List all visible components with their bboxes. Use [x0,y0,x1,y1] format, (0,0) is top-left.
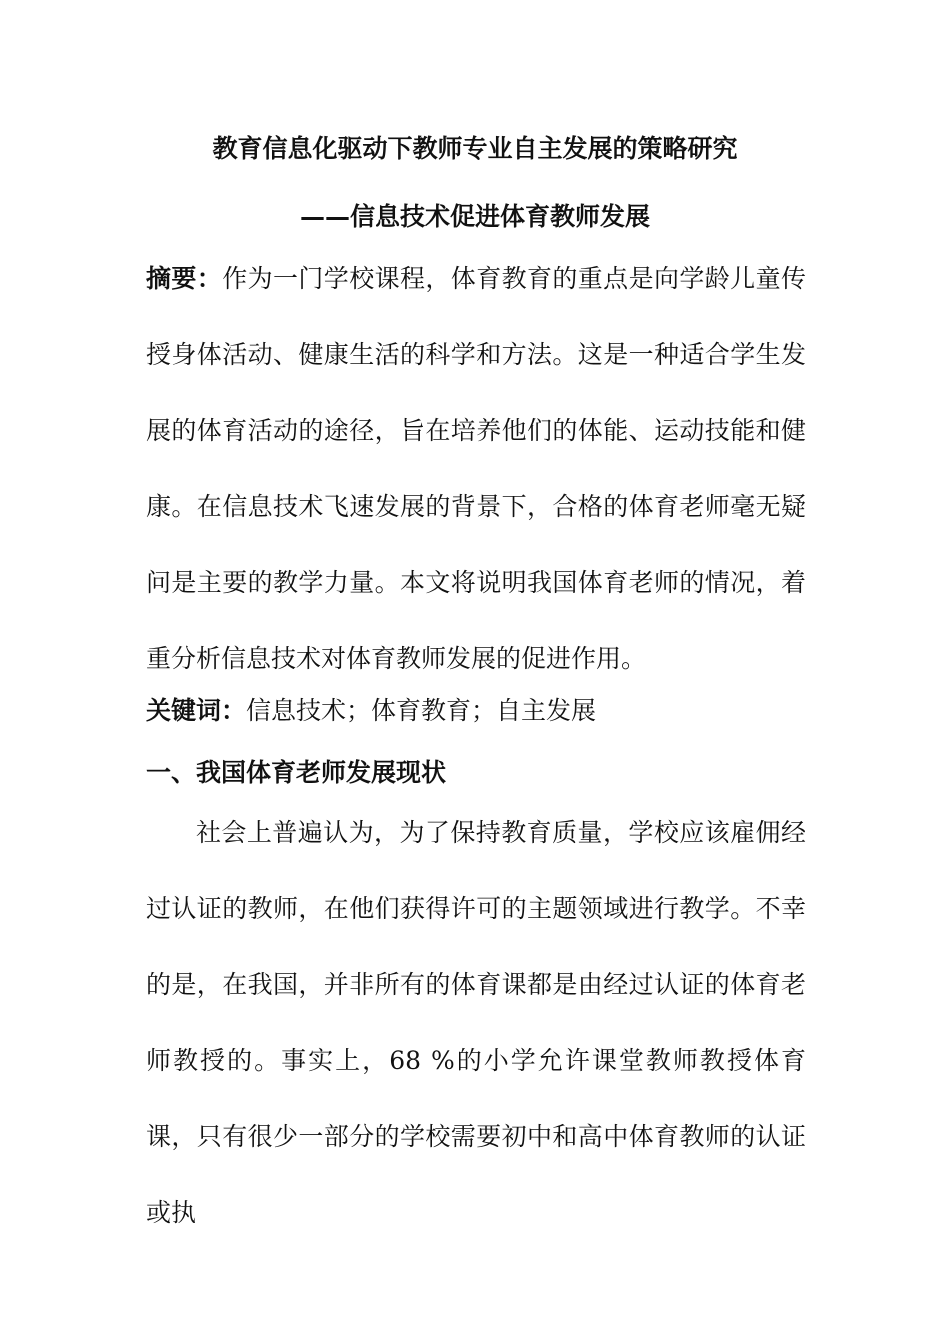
abstract-paragraph [146,241,806,697]
section-heading: 一、我国体育老师发展现状 [146,758,447,787]
document-title: 教育信息化驱动下教师专业自主发展的策略研究 [212,134,738,163]
abstract-label: 摘要： [146,264,223,293]
section-body-paragraph: 社会上普遍认为，为了保持教育质量，学校应该雇佣经过认证的教师，在他们获得许可的主题领域进行教学。不幸的是，在我国，并非所有的体育课都是由经过认证的体育老师教授的。事实上，68 %的小学允许课堂教师教授体育课，只有很少一部分的学校需要初中和高中体育教师的认证或执 [146,818,806,1227]
keywords-line [146,696,806,726]
abstract-text: 作为一门学校课程，体育教育的重点是向学龄儿童传授身体活动、健康生活的科学和方法。这是一种适合学生发展的体育活动的途径，旨在培养他们的体能、运动技能和健康。在信息技术飞速发展的背景下，合格的体育老师毫无疑问是主要的教学力量。本文将说明我国体育老师的情况，着重分析信息技术对体育教师发展的促进作用。 [146,264,806,673]
keywords-text: 信息技术；体育教育；自主发展 [246,696,597,725]
keywords-label: 关键词： [146,696,247,725]
document-subtitle: ——信息技术促进体育教师发展 [299,202,650,231]
